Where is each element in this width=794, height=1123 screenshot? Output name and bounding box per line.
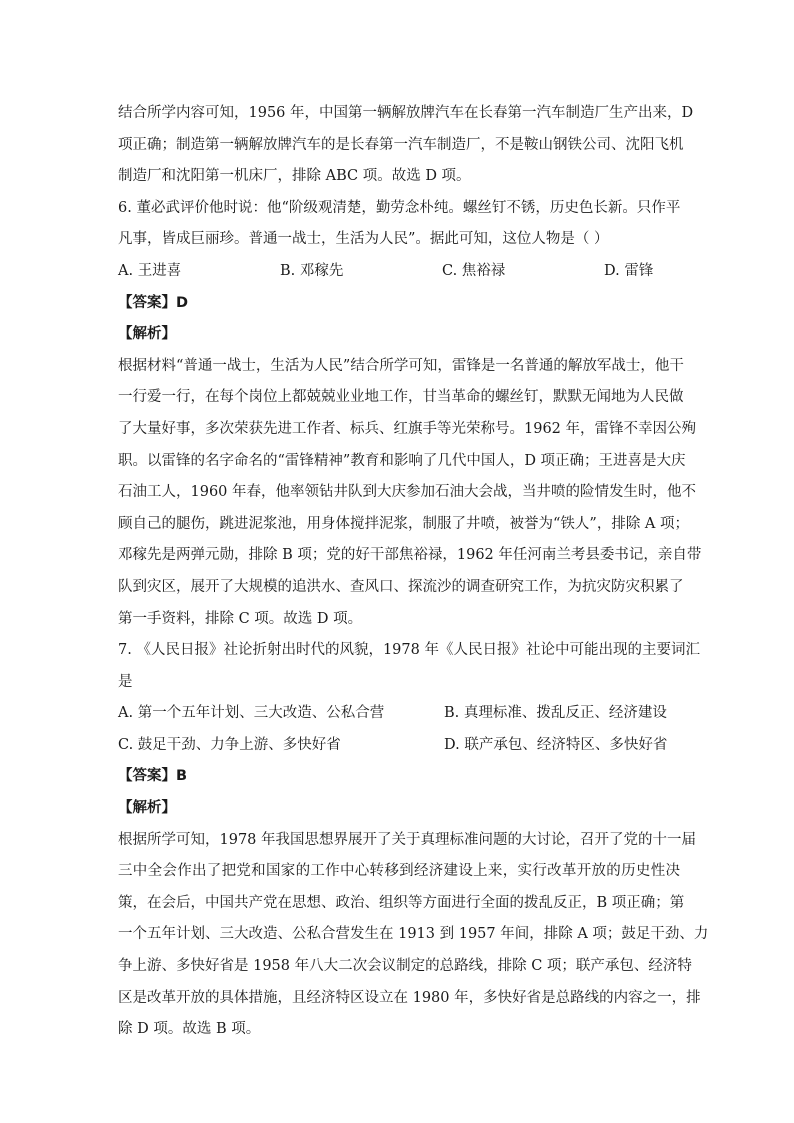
options-row [118,730,680,762]
paragraph-line: 第一手资料，排除 C 项。故选 D 项。 [118,610,363,627]
analysis-label: 【解析】 [118,800,176,817]
paragraph-line: 除 D 项。故选 B 项。 [118,1021,261,1038]
document-page [118,98,709,1046]
paragraph-line: 争上游、多快好省是 1958 年八大二次会议制定的总路线，排除 C 项；联产承包、经济特 [118,958,692,975]
question-stem-line: 6. 董必武评价他时说：他“阶级观清楚，勤劳念朴纯。螺丝钉不锈，历史色长新。只作平 [118,199,681,216]
option-b: B. 真理标准、拨乱反正、经济建设 [444,705,667,722]
paragraph-line: 结合所学内容可知，1956 年，中国第一辆解放牌汽车在长春第一汽车制造厂生产出来，D [118,105,694,121]
paragraph-line: 项正确；制造第一辆解放牌汽车的是长春第一汽车制造厂，不是鞍山钢铁公司、沈阳飞机 [118,136,684,153]
option-d: D. 联产承包、经济特区、多快好省 [444,736,668,753]
option-c: C. 鼓足干劲、力争上游、多快好省 [118,736,341,753]
paragraph-line: 制造厂和沈阳第一机床厂，排除 ABC 项。故选 D 项。 [118,168,471,185]
question-stem-line: 是 [118,673,133,690]
q5-explanation [118,98,694,193]
paragraph-line: 一行爱一行，在每个岗位上都兢兢业业地工作，甘当革命的螺丝钉，默默无闻地为人民做 [118,389,684,406]
analysis-label: 【解析】 [118,326,176,343]
answer-label: 【答案】D [118,294,189,311]
paragraph-line: 区是改革开放的具体措施，且经济特区设立在 1980 年，多快好省是总路线的内容之一，排 [118,989,701,1006]
analysis-text [118,351,702,635]
paragraph-line: 石油工人，1960 年春，他率领钻井队到大庆参加石油大会战，当井喷的险情发生时，他不 [118,484,697,501]
option-c: C. 焦裕禄 [442,262,506,279]
paragraph-line: 三中全会作出了把党和国家的工作中心转移到经济建设上来，实行改革开放的历史性决 [118,863,680,880]
question-6 [118,193,702,635]
paragraph-line: 一个五年计划、三大改造、公私合营发生在 1913 到 1957 年间，排除 A 项；鼓足干劲、力 [118,926,709,943]
paragraph-line: 邓稼先是两弹元勋，排除 B 项；党的好干部焦裕禄，1962 年任河南兰考县委书记，亲自带 [118,547,702,564]
paragraph-line: 顾自己的腿伤，跳进泥浆池，用身体搅拌泥浆，制服了井喷，被誉为“铁人”，排除 A 项； [118,515,690,532]
option-b: B. 邓稼先 [280,262,344,279]
options-row [118,698,680,730]
question-stem-line: 7. 《人民日报》社论折射出时代的风貌，1978 年《人民日报》社论中可能出现的主要词汇 [118,642,700,659]
question-stem-line: 凡事，皆成巨丽珍。普通一战士，生活为人民”。据此可知，这位人物是（ ） [118,231,609,248]
paragraph-line: 队到灾区，展开了大规模的追洪水、查风口、探流沙的调查研究工作，为抗灾防灾积累了 [118,578,684,595]
paragraph-line: 根据材料“普通一战士，生活为人民”结合所学可知，雷锋是一名普通的解放军战士，他干 [118,357,684,374]
paragraph-line: 策，在会后，中国共产党在思想、政治、组织等方面进行全面的拨乱反正，B 项正确；第 [118,894,685,911]
question-7 [118,635,709,1046]
options-row [118,256,680,288]
paragraph-line: 了大量好事，多次荣获先进工作者、标兵、红旗手等光荣称号。1962 年，雷锋不幸因公殉 [118,420,697,437]
option-d: D. 雷锋 [604,262,654,279]
paragraph-line: 根据所学可知，1978 年我国思想界展开了关于真理标准问题的大讨论，召开了党的十一届 [118,831,697,848]
option-a: A. 第一个五年计划、三大改造、公私合营 [118,705,385,722]
answer-label: 【答案】B [118,768,188,785]
option-a: A. 王进喜 [118,262,182,279]
analysis-text [118,825,709,1046]
paragraph-line: 职。以雷锋的名字命名的“雷锋精神”教育和影响了几代中国人，D 项正确；王进喜是大庆 [118,452,686,469]
